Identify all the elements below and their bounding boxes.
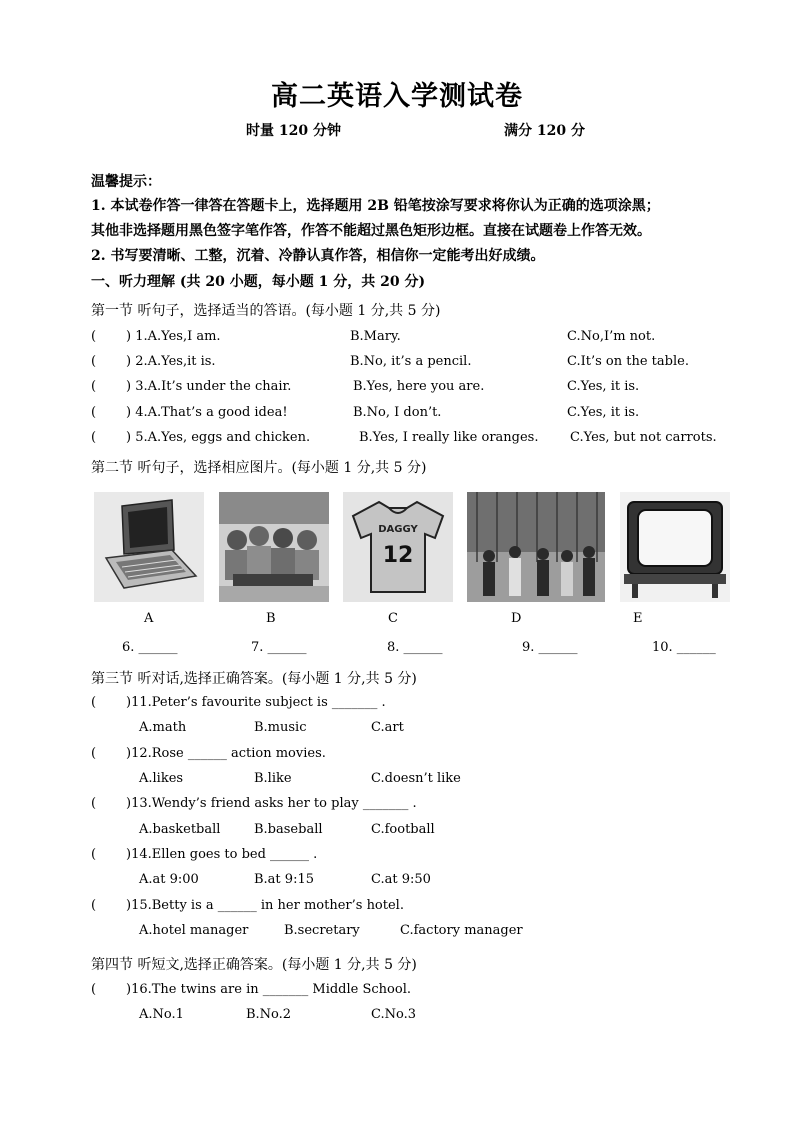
zoo-picture <box>467 492 605 602</box>
question-stem: )12.Rose ______ action movies. <box>126 746 326 761</box>
television-picture <box>620 492 730 602</box>
exam-time: 时量 120 分钟 <box>246 123 341 139</box>
answer-paren[interactable]: ( <box>91 695 97 710</box>
television-icon <box>620 492 730 602</box>
answer-paren[interactable]: ( <box>91 746 97 761</box>
answer-blank-6[interactable]: 6. ______ <box>122 640 178 655</box>
zoo-visitors-photo-icon <box>467 492 605 602</box>
question-option-b: B.No, it’s a pencil. <box>350 354 472 369</box>
question-option-a: A.basketball <box>139 822 221 837</box>
answer-blank-7[interactable]: 7. ______ <box>251 640 307 655</box>
question-option-b: B.No, I don’t. <box>353 405 442 420</box>
question-option-a: ) 5.A.Yes, eggs and chicken. <box>126 430 311 445</box>
answer-paren[interactable]: ( <box>91 898 97 913</box>
question-option-b: B.No.2 <box>246 1007 292 1022</box>
section2-heading: 第二节 听句子，选择相应图片。(每小题 1 分,共 5 分) <box>91 460 427 476</box>
question-option-c: C.football <box>371 822 435 837</box>
answer-blank-8[interactable]: 8. ______ <box>387 640 443 655</box>
question-option-b: B.Yes, I really like oranges. <box>359 430 539 445</box>
question-option-a: ) 3.A.It’s under the chair. <box>126 379 292 394</box>
answer-paren[interactable]: ( <box>91 796 97 811</box>
jersey-picture <box>343 492 453 602</box>
question-option-a: A.at 9:00 <box>139 872 199 887</box>
answer-paren[interactable]: ( <box>91 354 97 369</box>
question-option-c: C.Yes, it is. <box>567 405 640 420</box>
question-option-b: B.secretary <box>284 923 360 938</box>
laptop-icon <box>94 492 204 602</box>
jersey-number-text: 12 <box>382 543 414 568</box>
page-title: 高二英语入学测试卷 <box>271 81 523 112</box>
question-stem: )16.The twins are in _______ Middle School. <box>126 982 411 997</box>
question-option-a: A.math <box>139 720 187 735</box>
question-option-c: C.factory manager <box>400 923 523 938</box>
question-option-a: ) 4.A.That’s a good idea! <box>126 405 288 420</box>
question-option-a: A.likes <box>139 771 184 786</box>
answer-blank-9[interactable]: 9. ______ <box>522 640 578 655</box>
family-photo-icon <box>219 492 329 602</box>
tips-heading: 温馨提示： <box>91 174 161 190</box>
tips-line-3: 2. 书写要清晰、工整，沉着、冷静认真作答，相信你一定能考出好成绩。 <box>91 248 545 264</box>
answer-paren[interactable]: ( <box>91 430 97 445</box>
answer-paren[interactable]: ( <box>91 847 97 862</box>
question-option-a: ) 1.A.Yes,I am. <box>126 329 221 344</box>
question-option-b: B.baseball <box>254 822 323 837</box>
question-option-c: C.art <box>371 720 404 735</box>
tips-line-1: 1. 本试卷作答一律答在答题卡上，选择题用 2B 铅笔按涂写要求将你认为正确的选项涂黑； <box>91 198 660 214</box>
question-stem: )13.Wendy’s friend asks her to play _______ . <box>126 796 417 811</box>
question-stem: )11.Peter’s favourite subject is _______ . <box>126 695 386 710</box>
question-option-c: C.No,I’m not. <box>567 329 656 344</box>
picture-label-e: E <box>633 611 643 626</box>
question-option-a: A.No.1 <box>139 1007 184 1022</box>
section3-heading: 第三节 听对话,选择正确答案。(每小题 1 分,共 5 分) <box>91 671 417 687</box>
question-option-c: C.doesn’t like <box>371 771 461 786</box>
question-option-a: ) 2.A.Yes,it is. <box>126 354 216 369</box>
family-picture <box>219 492 329 602</box>
answer-blank-10[interactable]: 10. ______ <box>652 640 716 655</box>
part1-heading: 一、听力理解 (共 20 小题，每小题 1 分，共 20 分) <box>91 274 426 290</box>
question-option-b: B.Yes, here you are. <box>353 379 485 394</box>
answer-paren[interactable]: ( <box>91 405 97 420</box>
question-option-b: B.Mary. <box>350 329 401 344</box>
section1-heading: 第一节 听句子，选择适当的答语。(每小题 1 分,共 5 分) <box>91 303 441 319</box>
question-option-b: B.at 9:15 <box>254 872 314 887</box>
full-score: 满分 120 分 <box>504 123 585 139</box>
answer-paren[interactable]: ( <box>91 379 97 394</box>
picture-label-d: D <box>511 611 522 626</box>
question-option-a: A.hotel manager <box>139 923 249 938</box>
picture-label-c: C <box>388 611 398 626</box>
answer-paren[interactable]: ( <box>91 982 97 997</box>
jersey-shirt-icon <box>343 492 453 602</box>
question-option-c: C.No.3 <box>371 1007 416 1022</box>
picture-label-b: B <box>266 611 276 626</box>
question-option-c: C.Yes, but not carrots. <box>570 430 717 445</box>
jersey-name-text: DAGGY <box>378 524 418 535</box>
question-option-b: B.like <box>254 771 292 786</box>
question-stem: )15.Betty is a ______ in her mother’s hotel. <box>126 898 404 913</box>
tips-line-2: 其他非选择题用黑色签字笔作答，作答不能超过黑色矩形边框。直接在试题卷上作答无效。 <box>91 223 651 239</box>
picture-label-a: A <box>144 611 154 626</box>
section4-heading: 第四节 听短文,选择正确答案。(每小题 1 分,共 5 分) <box>91 957 417 973</box>
laptop-picture <box>94 492 204 602</box>
answer-paren[interactable]: ( <box>91 329 97 344</box>
question-option-c: C.Yes, it is. <box>567 379 640 394</box>
question-option-c: C.at 9:50 <box>371 872 431 887</box>
question-stem: )14.Ellen goes to bed ______ . <box>126 847 318 862</box>
question-option-c: C.It’s on the table. <box>567 354 689 369</box>
question-option-b: B.music <box>254 720 307 735</box>
